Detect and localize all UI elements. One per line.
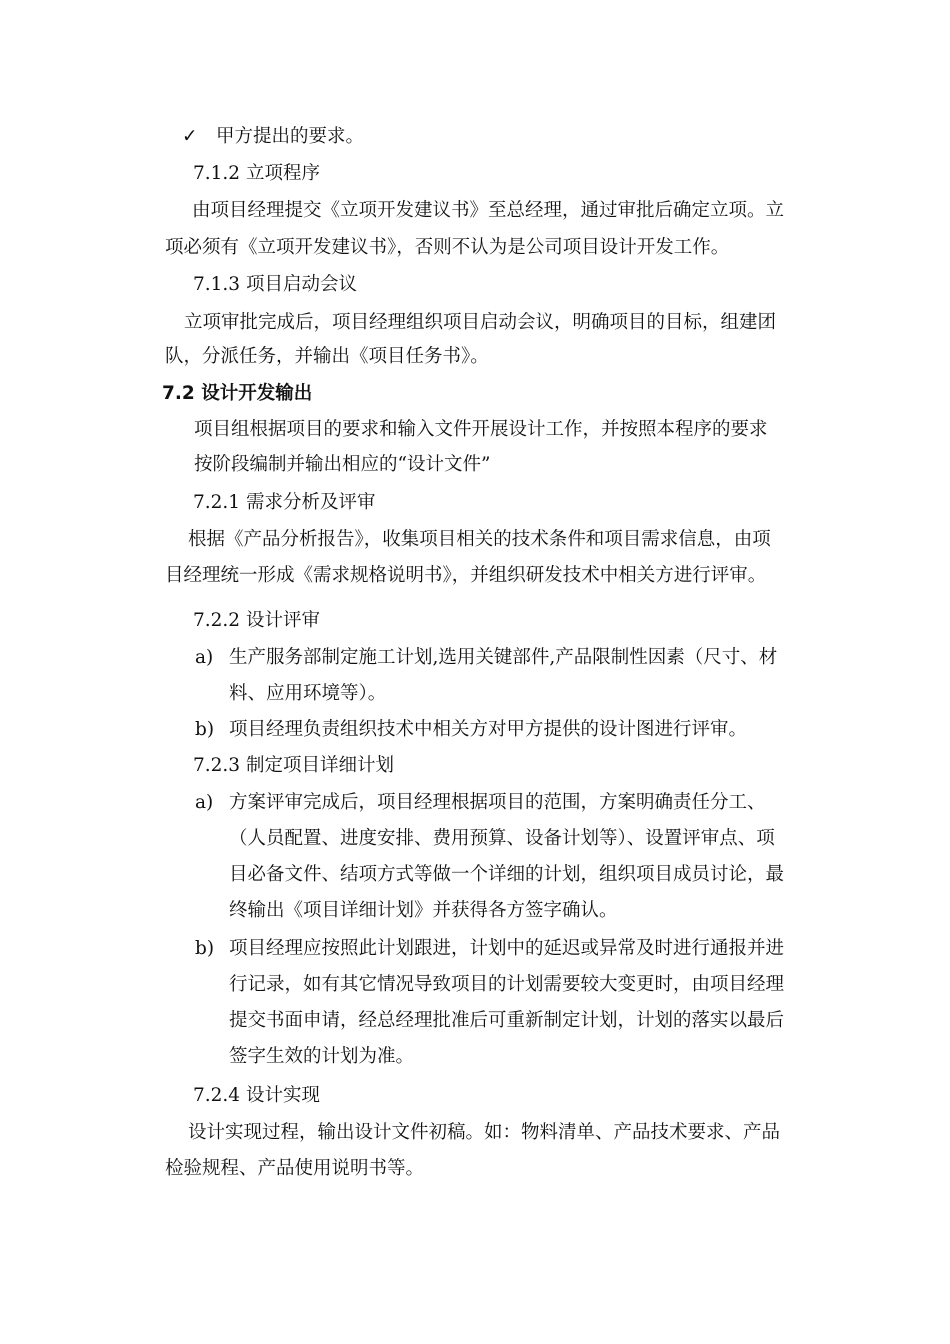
list-marker: a): [195, 647, 214, 668]
paragraph-line: 按阶段编制并输出相应的“设计文件”: [194, 454, 491, 475]
section-heading: 7.2.2 设计评审: [193, 610, 320, 631]
paragraph-line: 由项目经理提交《立项开发建议书》至总经理，通过审批后确定立项。立: [192, 200, 785, 221]
section-heading: 7.2.4 设计实现: [193, 1085, 320, 1106]
paragraph-line: 设计实现过程，输出设计文件初稿。如：物料清单、产品技术要求、产品: [188, 1122, 781, 1143]
list-item-line: 提交书面申请，经总经理批准后可重新制定计划，计划的落实以最后: [229, 1010, 785, 1031]
checkmark-icon: ✓: [182, 126, 198, 147]
list-item-line: （人员配置、进度安排、费用预算、设备计划等）、设置评审点、项: [229, 828, 775, 849]
list-item-line: 目必备文件、结项方式等做一个详细的计划，组织项目成员讨论，最: [229, 864, 785, 885]
list-marker: b): [195, 938, 215, 959]
list-item-line: 方案评审完成后，项目经理根据项目的范围，方案明确责任分工、: [229, 792, 766, 813]
list-item-line: 终输出《项目详细计划》并获得各方签字确认。: [229, 900, 618, 921]
section-heading: 7.2.1 需求分析及评审: [193, 492, 376, 513]
list-item-line: 生产服务部制定施工计划,选用关键部件,产品限制性因素（尺寸、材: [229, 647, 778, 668]
chapter-heading: 7.2 设计开发输出: [162, 383, 313, 404]
paragraph-line: 立项审批完成后，项目经理组织项目启动会议，明确项目的目标，组建团: [184, 312, 777, 333]
list-item-line: 料、应用环境等）。: [229, 683, 387, 704]
paragraph-line: 项目组根据项目的要求和输入文件开展设计工作，并按照本程序的要求: [194, 419, 768, 440]
list-marker: a): [195, 792, 214, 813]
paragraph-line: 根据《产品分析报告》，收集项目相关的技术条件和项目需求信息，由项: [188, 529, 771, 550]
paragraph-line: 队，分派任务，并输出《项目任务书》。: [165, 346, 489, 367]
list-item-line: 项目经理应按照此计划跟进，计划中的延迟或异常及时进行通报并进: [229, 938, 785, 959]
list-item-line: 签字生效的计划为准。: [229, 1046, 415, 1067]
list-item-line: 行记录，如有其它情况导致项目的计划需要较大变更时，由项目经理: [229, 974, 785, 995]
section-heading: 7.1.2 立项程序: [193, 163, 320, 184]
section-heading: 7.1.3 项目启动会议: [193, 274, 357, 295]
section-heading: 7.2.3 制定项目详细计划: [193, 755, 394, 776]
paragraph-line: 检验规程、产品使用说明书等。: [165, 1158, 425, 1179]
list-marker: b): [195, 719, 215, 740]
paragraph-line: 项必须有《立项开发建议书》，否则不认为是公司项目设计开发工作。: [165, 237, 730, 258]
paragraph-line: 目经理统一形成《需求规格说明书》，并组织研发技术中相关方进行评审。: [165, 565, 767, 586]
list-item: 甲方提出的要求。: [216, 126, 365, 147]
list-item-line: 项目经理负责组织技术中相关方对甲方提供的设计图进行评审。: [229, 719, 748, 740]
